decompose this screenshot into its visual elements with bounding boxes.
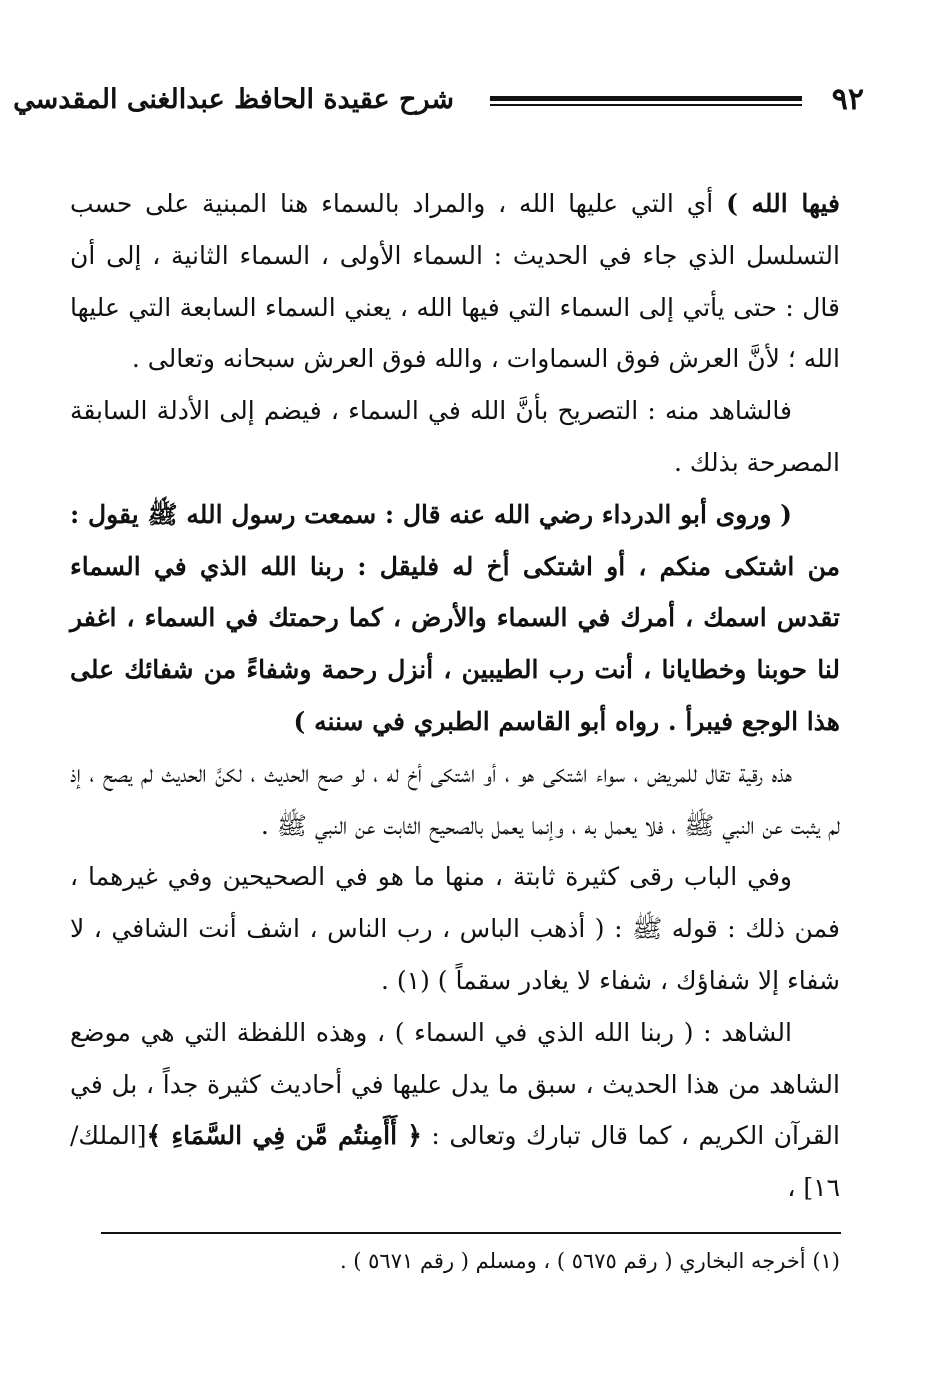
footnote-separator: [101, 1232, 841, 1234]
page-header: [13, 78, 864, 126]
header-rule-thick: [490, 96, 802, 101]
paragraph-1-bold: فيها الله ): [726, 189, 840, 218]
paragraph-2: فالشاهد منه : التصريح بأنَّ الله في السماء ، فيضم إلى الأدلة السابقة المصرحة بذلك .: [70, 396, 840, 477]
paragraph-1: [70, 178, 840, 385]
footnote: (١) أخرجه البخاري ( رقم ٥٦٧٥ ) ، ومسلم ( رقم ٥٦٧١ ) .: [339, 1249, 840, 1273]
paragraph-5: وفي الباب رقى كثيرة ثابتة ، منها ما هو في الصحيحين وفي غيرهما ، فمن ذلك : قوله ﷺ : ( أذهب الباس ، رب الناس ، اشف أنت الشافي ، لا شفاء إلا شفاؤك ، شفاء لا يغادر سقماً ) (١) .: [70, 862, 840, 995]
paragraph-1-rest: أي التي عليها الله ، والمراد بالسماء هنا المبنية على حسب التسلسل الذي جاء في الحديث : السماء الأولى ، السماء الثانية ، إلى أن قال : حتى يأتي إلى السماء التي فيها الله ، يعني السماء السابعة التي عليها الله ؛ لأنَّ العرش فوق السماوات ، والله فوق العرش سبحانه وتعالى .: [70, 189, 840, 374]
header-rule-thin: [490, 104, 802, 106]
quran-verse: ﴿ أَأَمِنتُم مَّن فِي السَّمَاءِ ﴾: [146, 1121, 422, 1151]
paragraph-6-text: الشاهد : ( ربنا الله الذي في السماء ) ، وهذه اللفظة التي هي موضع الشاهد من هذا الحديث ، سبق ما يدل عليها في أحاديث كثيرة جداً ، بل في القرآن الكريم ، كما قال تبارك وتعالى :: [70, 1017, 840, 1151]
verse-reference: [الملك/ ١٦] ،: [70, 1121, 840, 1203]
paragraph-4: هذه رقية تقال للمريض ، سواء اشتكى هو ، أو اشتكى أخ له ، لو صح الحديث ، لكنَّ الحديث لم يصح ، إذ لم يثبت عن النبي ﷺ ، فلا يعمل به ، وإنما يعمل بالصحيح الثابت عن النبي ﷺ .: [70, 758, 840, 840]
page-number: ٩٢: [831, 82, 864, 117]
hadith-quote: ( وروى أبو الدرداء رضي الله عنه قال : سمعت رسول الله ﷺ يقول : من اشتكى منكم ، أو اشتكى أخ له فليقل : ربنا الله الذي في السماء تقدس اسمك ، أمرك في السماء والأرض ، كما رحمتك في السماء ، اغفر لنا حوبنا وخطايانا ، أنت رب الطيبين ، أنزل رحمة وشفاءً من شفائك على هذا الوجع فيبرأ . رواه أبو القاسم الطبري في سننه ): [70, 499, 840, 736]
main-text: [70, 178, 840, 1214]
paragraph-6: [70, 1007, 840, 1214]
running-title: شرح عقيدة الحافظ عبدالغنى المقدسي: [13, 84, 454, 115]
header-rule: [490, 96, 802, 108]
